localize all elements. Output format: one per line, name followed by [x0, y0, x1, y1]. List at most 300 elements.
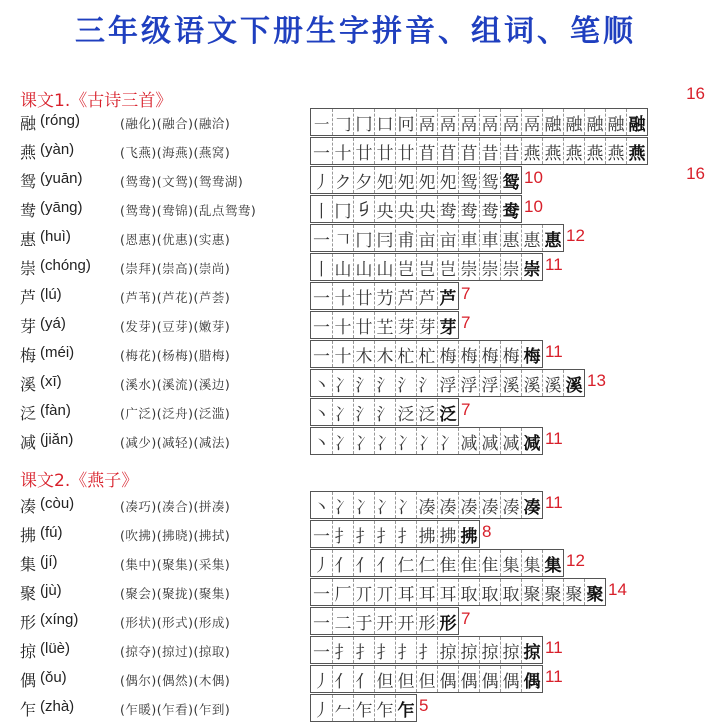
stroke-step: 二 — [332, 608, 353, 634]
stroke-step: 亩 — [416, 225, 437, 251]
stroke-step: 偶 — [479, 666, 500, 692]
lesson-heading: 课文2.《燕子》 — [20, 471, 139, 491]
stroke-step: 扌 — [395, 521, 416, 547]
word-examples: (集中)(聚集)(采集) — [120, 557, 231, 572]
stroke-count: 11 — [545, 638, 563, 657]
stroke-step: 廿 — [353, 312, 374, 338]
stroke-step: 一 — [313, 143, 330, 164]
stroke-order-cells — [310, 398, 459, 426]
stroke-step: 但 — [374, 666, 395, 692]
stroke-step: 央 — [416, 196, 437, 222]
stroke-step: 芏 — [374, 312, 395, 338]
stroke-step: 但 — [395, 666, 416, 692]
stroke-step: 鬲 — [479, 109, 500, 135]
stroke-step: 融 — [584, 109, 605, 135]
stroke-step: 扌 — [332, 637, 353, 663]
stroke-step: 丿 — [313, 172, 330, 193]
character-row — [20, 340, 710, 368]
stroke-step: 冫 — [332, 492, 353, 518]
stroke-step: 丨 — [313, 259, 330, 280]
stroke-step: 凑 — [479, 492, 500, 518]
pinyin: (róng) — [40, 112, 81, 129]
stroke-step: 鸯 — [500, 196, 521, 222]
character-row — [20, 311, 710, 339]
stroke-step: 岂 — [395, 254, 416, 280]
word-examples: (凑巧)(凑合)(拼凑) — [120, 499, 231, 514]
stroke-step: 亻 — [353, 666, 374, 692]
stroke-step: 融 — [605, 109, 626, 135]
word-examples: (鸳鸯)(鸯锦)(乱点鸳鸯) — [120, 203, 257, 218]
stroke-step: 仁 — [416, 550, 437, 576]
character: 梅 — [20, 346, 37, 365]
stroke-step: 山 — [353, 254, 374, 280]
stroke-step: 芦 — [416, 283, 437, 309]
lesson-total-count: 16 — [686, 164, 705, 183]
stroke-step: 芽 — [395, 312, 416, 338]
word-examples: (恩惠)(优惠)(实惠) — [120, 232, 231, 247]
character: 凑 — [20, 497, 37, 516]
character-row — [20, 636, 710, 664]
stroke-step: 冫 — [437, 428, 458, 454]
word-examples: (偶尔)(偶然)(木偶) — [120, 673, 231, 688]
stroke-count: 14 — [608, 580, 627, 599]
stroke-order-cells — [310, 578, 606, 606]
stroke-step: 鸳 — [479, 167, 500, 193]
stroke-order-cells — [310, 636, 543, 664]
stroke-step: 聚 — [542, 579, 563, 605]
stroke-step: 冋 — [395, 109, 416, 135]
stroke-step: 冫 — [353, 428, 374, 454]
stroke-step: 耳 — [437, 579, 458, 605]
stroke-step: 氵 — [353, 370, 374, 396]
stroke-step: 扌 — [416, 637, 437, 663]
stroke-step: 掠 — [479, 637, 500, 663]
stroke-step: 融 — [542, 109, 563, 135]
stroke-count: 11 — [545, 342, 563, 361]
stroke-step: 一 — [313, 642, 330, 663]
stroke-count: 7 — [461, 609, 471, 628]
stroke-step: 燕 — [521, 138, 542, 164]
stroke-step: 融 — [626, 109, 647, 135]
pinyin: (yāng) — [40, 199, 83, 216]
pinyin: (yá) — [40, 315, 66, 332]
stroke-step: 丿 — [313, 671, 330, 692]
stroke-step: 溪 — [542, 370, 563, 396]
pinyin: (zhà) — [40, 698, 75, 715]
stroke-step: 于 — [353, 608, 374, 634]
stroke-step: 苜 — [416, 138, 437, 164]
character: 掠 — [20, 642, 37, 661]
stroke-step: 凑 — [521, 492, 542, 518]
stroke-count: 10 — [524, 197, 543, 216]
stroke-step: 夗 — [416, 167, 437, 193]
stroke-step: 梅 — [479, 341, 500, 367]
word-examples: (鸳鸯)(文鸳)(鸳鸯湖) — [120, 174, 244, 189]
stroke-step: 苜 — [458, 138, 479, 164]
stroke-step: 溪 — [521, 370, 542, 396]
stroke-step: 冫 — [332, 370, 353, 396]
stroke-step: 鬲 — [521, 109, 542, 135]
stroke-count: 11 — [545, 255, 563, 274]
stroke-step: 口 — [374, 109, 395, 135]
character-row — [20, 224, 710, 252]
word-examples: (掠夺)(掠过)(掠取) — [120, 644, 231, 659]
stroke-step: 泛 — [416, 399, 437, 425]
stroke-step: 凑 — [416, 492, 437, 518]
character-row — [20, 195, 710, 223]
stroke-step: 冃 — [374, 225, 395, 251]
stroke-step: 一 — [313, 613, 330, 634]
stroke-step: 燕 — [542, 138, 563, 164]
stroke-step: 崇 — [521, 254, 542, 280]
stroke-count: 11 — [545, 429, 563, 448]
stroke-step: ㇐ — [313, 114, 330, 135]
stroke-step: 鸯 — [437, 196, 458, 222]
stroke-step: 浮 — [479, 370, 500, 396]
stroke-step: 扌 — [374, 521, 395, 547]
stroke-step: 山 — [374, 254, 395, 280]
word-examples: (溪水)(溪流)(溪边) — [120, 377, 231, 392]
pinyin: (méi) — [40, 344, 75, 361]
stroke-step: 亩 — [437, 225, 458, 251]
stroke-count: 12 — [566, 226, 585, 245]
stroke-step: 丌 — [374, 579, 395, 605]
pinyin: (jù) — [40, 582, 62, 599]
stroke-step: 形 — [437, 608, 458, 634]
character: 惠 — [20, 230, 37, 249]
word-examples: (飞燕)(海燕)(燕窝) — [120, 145, 231, 160]
stroke-step: 泛 — [395, 399, 416, 425]
pinyin: (huì) — [40, 228, 71, 245]
stroke-step: 夗 — [374, 167, 395, 193]
stroke-step: 耳 — [416, 579, 437, 605]
character: 形 — [20, 613, 37, 632]
stroke-step: 鬲 — [416, 109, 437, 135]
stroke-step: 鸯 — [479, 196, 500, 222]
stroke-step: 亻 — [332, 550, 353, 576]
stroke-step: 仁 — [395, 550, 416, 576]
character-row — [20, 694, 710, 722]
stroke-step: 聚 — [584, 579, 605, 605]
stroke-count: 12 — [566, 551, 585, 570]
stroke-step: 鬲 — [458, 109, 479, 135]
pinyin: (chóng) — [40, 257, 91, 274]
stroke-step: 乍 — [353, 695, 374, 721]
stroke-step: 冫 — [416, 428, 437, 454]
stroke-step: 木 — [374, 341, 395, 367]
stroke-step: 集 — [521, 550, 542, 576]
stroke-step: 山 — [332, 254, 353, 280]
pinyin: (xī) — [40, 373, 62, 390]
stroke-count: 7 — [461, 313, 471, 332]
stroke-step: 开 — [395, 608, 416, 634]
stroke-step: 减 — [500, 428, 521, 454]
stroke-step: 丌 — [353, 579, 374, 605]
stroke-order-cells — [310, 195, 522, 223]
stroke-step: 木 — [353, 341, 374, 367]
stroke-step: 芽 — [416, 312, 437, 338]
character-row — [20, 108, 710, 136]
stroke-order-cells — [310, 427, 543, 455]
stroke-step: 亻 — [374, 550, 395, 576]
stroke-step: 扌 — [395, 637, 416, 663]
stroke-step: 开 — [374, 608, 395, 634]
stroke-step: 氵 — [374, 399, 395, 425]
lesson-total-count: 16 — [686, 84, 705, 103]
word-examples: (减少)(减轻)(减法) — [120, 435, 231, 450]
stroke-step: 扌 — [332, 521, 353, 547]
stroke-step: 丿 — [313, 700, 330, 721]
stroke-order-cells — [310, 108, 648, 136]
word-examples: (广泛)(泛舟)(泛滥) — [120, 406, 231, 421]
stroke-count: 13 — [587, 371, 606, 390]
stroke-order-cells — [310, 137, 648, 165]
character: 聚 — [20, 584, 37, 603]
character-row — [20, 578, 710, 606]
stroke-step: 丶 — [313, 375, 330, 396]
stroke-step: 車 — [458, 225, 479, 251]
word-examples: (崇拜)(崇高)(崇尚) — [120, 261, 231, 276]
stroke-step: 亻 — [353, 550, 374, 576]
stroke-step: 聚 — [563, 579, 584, 605]
stroke-step: 丿 — [313, 555, 330, 576]
stroke-step: 昔 — [500, 138, 521, 164]
character-row — [20, 137, 710, 165]
stroke-step: 夗 — [437, 167, 458, 193]
stroke-step: 拂 — [437, 521, 458, 547]
character-row — [20, 369, 710, 397]
lesson-heading: 课文1.《古诗三首》 — [20, 91, 173, 111]
stroke-step: 取 — [458, 579, 479, 605]
page-title: 三年级语文下册生字拼音、组词、笔顺 — [75, 14, 636, 49]
stroke-order-cells — [310, 253, 543, 281]
character-row — [20, 253, 710, 281]
stroke-step: 車 — [479, 225, 500, 251]
stroke-step: 拂 — [416, 521, 437, 547]
stroke-step: 偶 — [437, 666, 458, 692]
stroke-step: 崇 — [500, 254, 521, 280]
stroke-step: 芀 — [374, 283, 395, 309]
stroke-step: 十 — [332, 283, 353, 309]
character-row — [20, 607, 710, 635]
stroke-step: 冫 — [374, 428, 395, 454]
character-row — [20, 282, 710, 310]
stroke-step: 取 — [479, 579, 500, 605]
stroke-step: 掠 — [500, 637, 521, 663]
stroke-step: 鸯 — [458, 196, 479, 222]
character: 溪 — [20, 375, 37, 394]
stroke-step: 𠂎 — [353, 196, 374, 222]
stroke-step: 芽 — [437, 312, 458, 338]
stroke-order-cells — [310, 282, 459, 310]
stroke-step: 聚 — [521, 579, 542, 605]
stroke-step: 岂 — [416, 254, 437, 280]
stroke-count: 8 — [482, 522, 492, 541]
stroke-count: 11 — [545, 493, 563, 512]
character: 燕 — [20, 143, 37, 162]
stroke-step: 𠂉 — [332, 695, 353, 721]
pinyin: (lüè) — [40, 640, 71, 657]
stroke-step: 氵 — [416, 370, 437, 396]
stroke-step: 掠 — [437, 637, 458, 663]
stroke-step: 梅 — [500, 341, 521, 367]
pinyin: (lú) — [40, 286, 62, 303]
stroke-step: 减 — [521, 428, 542, 454]
stroke-step: 拂 — [458, 521, 479, 547]
character-row — [20, 398, 710, 426]
stroke-step: 惠 — [500, 225, 521, 251]
character: 泛 — [20, 404, 37, 423]
character-row — [20, 427, 710, 455]
stroke-step: 隹 — [479, 550, 500, 576]
stroke-order-cells — [310, 549, 564, 577]
stroke-step: 取 — [500, 579, 521, 605]
stroke-step: 冫 — [353, 492, 374, 518]
stroke-step: 夗 — [395, 167, 416, 193]
character: 减 — [20, 433, 37, 452]
stroke-order-cells — [310, 607, 459, 635]
stroke-step: 丨 — [313, 201, 330, 222]
stroke-step: 崇 — [458, 254, 479, 280]
stroke-step: 扌 — [353, 521, 374, 547]
pinyin: (yàn) — [40, 141, 75, 158]
stroke-step: 燕 — [605, 138, 626, 164]
stroke-step: 一 — [313, 230, 330, 251]
stroke-step: 减 — [479, 428, 500, 454]
stroke-step: 乍 — [395, 695, 416, 721]
word-examples: (梅花)(杨梅)(腊梅) — [120, 348, 231, 363]
stroke-step: ク — [332, 167, 353, 193]
character: 芦 — [20, 288, 37, 307]
character: 乍 — [20, 700, 37, 719]
stroke-step: 惠 — [521, 225, 542, 251]
stroke-step: 央 — [395, 196, 416, 222]
pinyin: (jí) — [40, 553, 58, 570]
stroke-step: 甫 — [395, 225, 416, 251]
stroke-order-cells — [310, 311, 459, 339]
stroke-step: 减 — [458, 428, 479, 454]
stroke-step: 耳 — [395, 579, 416, 605]
stroke-step: 厂 — [332, 579, 353, 605]
stroke-step: 亻 — [332, 666, 353, 692]
stroke-step: 燕 — [563, 138, 584, 164]
stroke-step: 扌 — [374, 637, 395, 663]
stroke-step: 冂 — [353, 225, 374, 251]
word-examples: (芦苇)(芦花)(芦荟) — [120, 290, 231, 305]
stroke-step: 梅 — [437, 341, 458, 367]
stroke-step: 鬲 — [437, 109, 458, 135]
stroke-step: 集 — [500, 550, 521, 576]
stroke-order-cells — [310, 340, 543, 368]
character: 拂 — [20, 526, 37, 545]
pinyin: (xíng) — [40, 611, 79, 628]
stroke-step: 泛 — [437, 399, 458, 425]
stroke-step: 惠 — [542, 225, 563, 251]
stroke-step: 央 — [374, 196, 395, 222]
stroke-step: 梅 — [521, 341, 542, 367]
stroke-step: 氵 — [353, 399, 374, 425]
stroke-step: 集 — [542, 550, 563, 576]
stroke-step: 崇 — [479, 254, 500, 280]
stroke-step: 偶 — [500, 666, 521, 692]
stroke-count: 11 — [545, 667, 563, 686]
word-examples: (形状)(形式)(形成) — [120, 615, 231, 630]
character: 鸯 — [20, 201, 37, 220]
stroke-step: 隹 — [458, 550, 479, 576]
character-row — [20, 549, 710, 577]
pinyin: (yuān) — [40, 170, 83, 187]
stroke-order-cells — [310, 520, 480, 548]
character-row — [20, 491, 710, 519]
character-row — [20, 166, 710, 194]
stroke-step: 冫 — [395, 492, 416, 518]
stroke-step: 凑 — [500, 492, 521, 518]
word-examples: (吹拂)(拂晓)(拂拭) — [120, 528, 231, 543]
stroke-step: 梅 — [458, 341, 479, 367]
stroke-step: 𠃌 — [332, 109, 353, 135]
stroke-step: 融 — [563, 109, 584, 135]
stroke-order-cells — [310, 224, 564, 252]
stroke-step: 鸳 — [500, 167, 521, 193]
stroke-step: 凑 — [458, 492, 479, 518]
stroke-step: 偶 — [458, 666, 479, 692]
stroke-step: 氵 — [395, 370, 416, 396]
stroke-step: 一 — [313, 317, 330, 338]
stroke-step: 岂 — [437, 254, 458, 280]
character: 鸳 — [20, 172, 37, 191]
stroke-step: 廿 — [353, 138, 374, 164]
word-examples: (融化)(融合)(融洽) — [120, 116, 231, 131]
stroke-step: 一 — [313, 526, 330, 547]
stroke-count: 10 — [524, 168, 543, 187]
stroke-order-cells — [310, 166, 522, 194]
stroke-step: 一 — [313, 584, 330, 605]
stroke-step: 掠 — [458, 637, 479, 663]
stroke-order-cells — [310, 694, 417, 722]
stroke-step: 十 — [332, 341, 353, 367]
stroke-step: 形 — [416, 608, 437, 634]
pinyin: (ǒu) — [40, 669, 67, 686]
stroke-step: 一 — [313, 288, 330, 309]
stroke-step: 氵 — [374, 370, 395, 396]
word-examples: (发芽)(豆芽)(嫩芽) — [120, 319, 231, 334]
stroke-count: 7 — [461, 400, 471, 419]
stroke-step: 冫 — [395, 428, 416, 454]
stroke-order-cells — [310, 491, 543, 519]
stroke-step: 夕 — [353, 167, 374, 193]
stroke-step: 冫 — [332, 399, 353, 425]
stroke-step: 扌 — [353, 637, 374, 663]
stroke-step: 昔 — [479, 138, 500, 164]
stroke-step: 十 — [332, 138, 353, 164]
stroke-step: 但 — [416, 666, 437, 692]
stroke-step: 凑 — [437, 492, 458, 518]
pinyin: (jiǎn) — [40, 431, 74, 448]
stroke-count: 5 — [419, 696, 429, 715]
word-examples: (乍暖)(乍看)(乍到) — [120, 702, 231, 717]
stroke-step: 冫 — [374, 492, 395, 518]
stroke-step: 丶 — [313, 433, 330, 454]
character-row — [20, 665, 710, 693]
stroke-order-cells — [310, 665, 543, 693]
stroke-step: 𠃍 — [332, 225, 353, 251]
pinyin: (fú) — [40, 524, 63, 541]
stroke-step: 偶 — [521, 666, 542, 692]
stroke-step: 苜 — [437, 138, 458, 164]
stroke-step: 燕 — [584, 138, 605, 164]
stroke-step: 丶 — [313, 404, 330, 425]
stroke-step: 丶 — [313, 497, 330, 518]
